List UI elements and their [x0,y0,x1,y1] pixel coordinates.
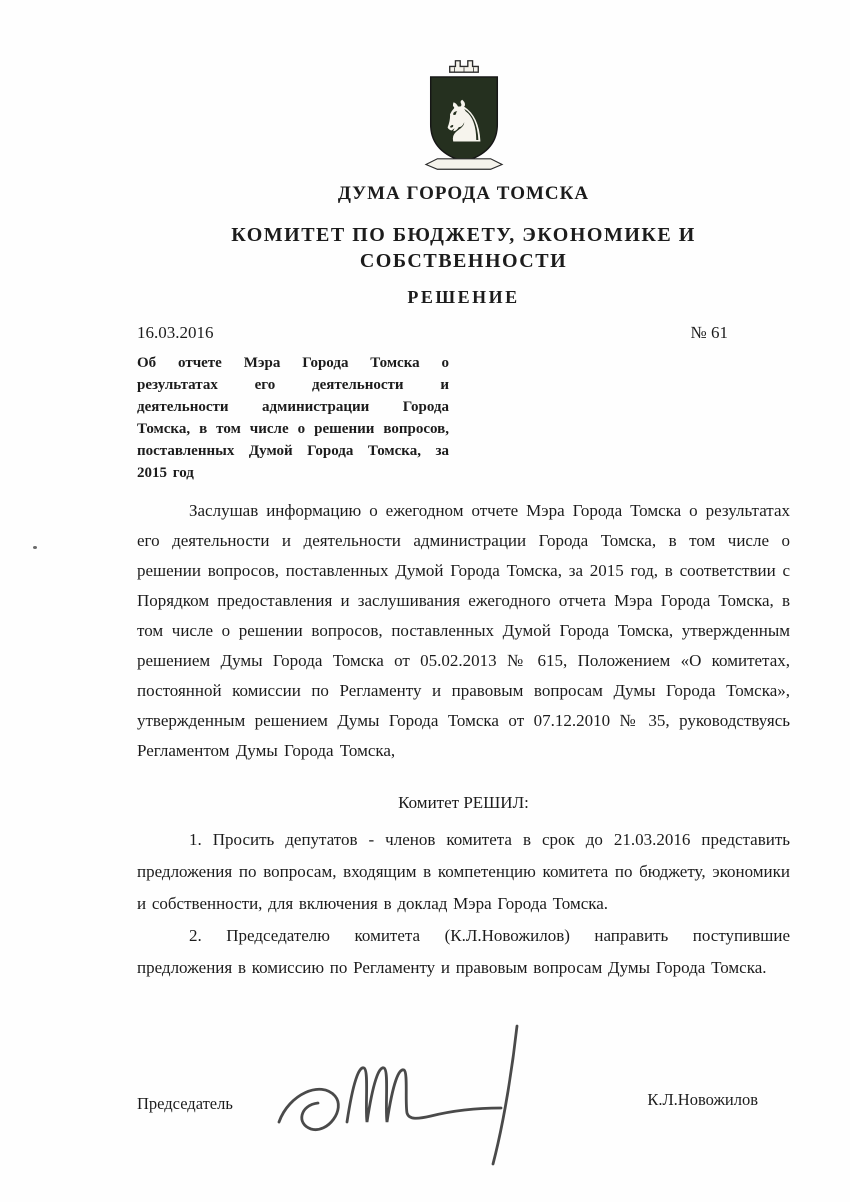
meta-row [137,322,790,344]
document-number: № 61 [690,323,728,342]
organization-title: ДУМА ГОРОДА ТОМСКА [337,183,590,204]
signer-title: Председатель [137,1094,233,1113]
committee-title: КОМИТЕТ ПО БЮДЖЕТУ, ЭКОНОМИКЕ И СОБСТВЕННОСТИ [231,224,696,272]
coat-of-arms-graphic [408,56,520,174]
resolution-item-2: 2. Председателю комитета (К.Л.Новожилов) направить поступившие предложения в комиссию по Регламенту и правовым вопросам Думы Города Томска. [137,926,790,977]
resolution-heading: Комитет РЕШИЛ: [398,793,529,812]
signature-scribble [265,1020,555,1170]
resolution-item-1: 1. Просить депутатов - членов комитета в срок до 21.03.2016 представить предложения по вопросам, входящим в компетенцию комитета по бюджету, экономики и собственности, для включения в доклад Мэра Города Томска. [137,830,790,913]
document-type-title: РЕШЕНИЕ [407,287,520,307]
document-subject: Об отчете Мэра Города Томска о результатах его деятельности и деятельности администрации Города Томска, в том числе о решении вопросов, поставленных Думой Города Томска, за 2015 год [137,355,449,481]
signer-name: К.Л.Новожилов [647,1090,758,1109]
tomsk-coat-of-arms [137,56,790,174]
horse-glyph: ♞ [437,89,490,156]
document-date: 16.03.2016 [137,323,214,342]
preamble-paragraph: Заслушав информацию о ежегодном отчете Мэра Города Томска о результатах его деятельности и деятельности администрации Города Томска, в том числе о решении вопросов, поставленных Думой Города Томска, за 2015 год, в соответствии с Порядком предоставления и заслушивания ежегодного отчета Мэра Города Томска, в том числе о решении вопросов, поставленных Думой Города Томска, утвержденным решением Думы Города Томска от 05.02.2013 № 615, Положением «О комитетах, постоянной комиссии по Регламенту и правовым вопросам Думы Города Томска», утвержденным решением Думы Города Томска от 07.12.2010 № 35, руководствуясь Регламентом Думы Города Томска, [137,501,790,760]
scan-speck [33,546,37,549]
crown-icon [449,61,478,72]
signature-block [137,1032,790,1172]
ribbon-shape [425,159,501,169]
